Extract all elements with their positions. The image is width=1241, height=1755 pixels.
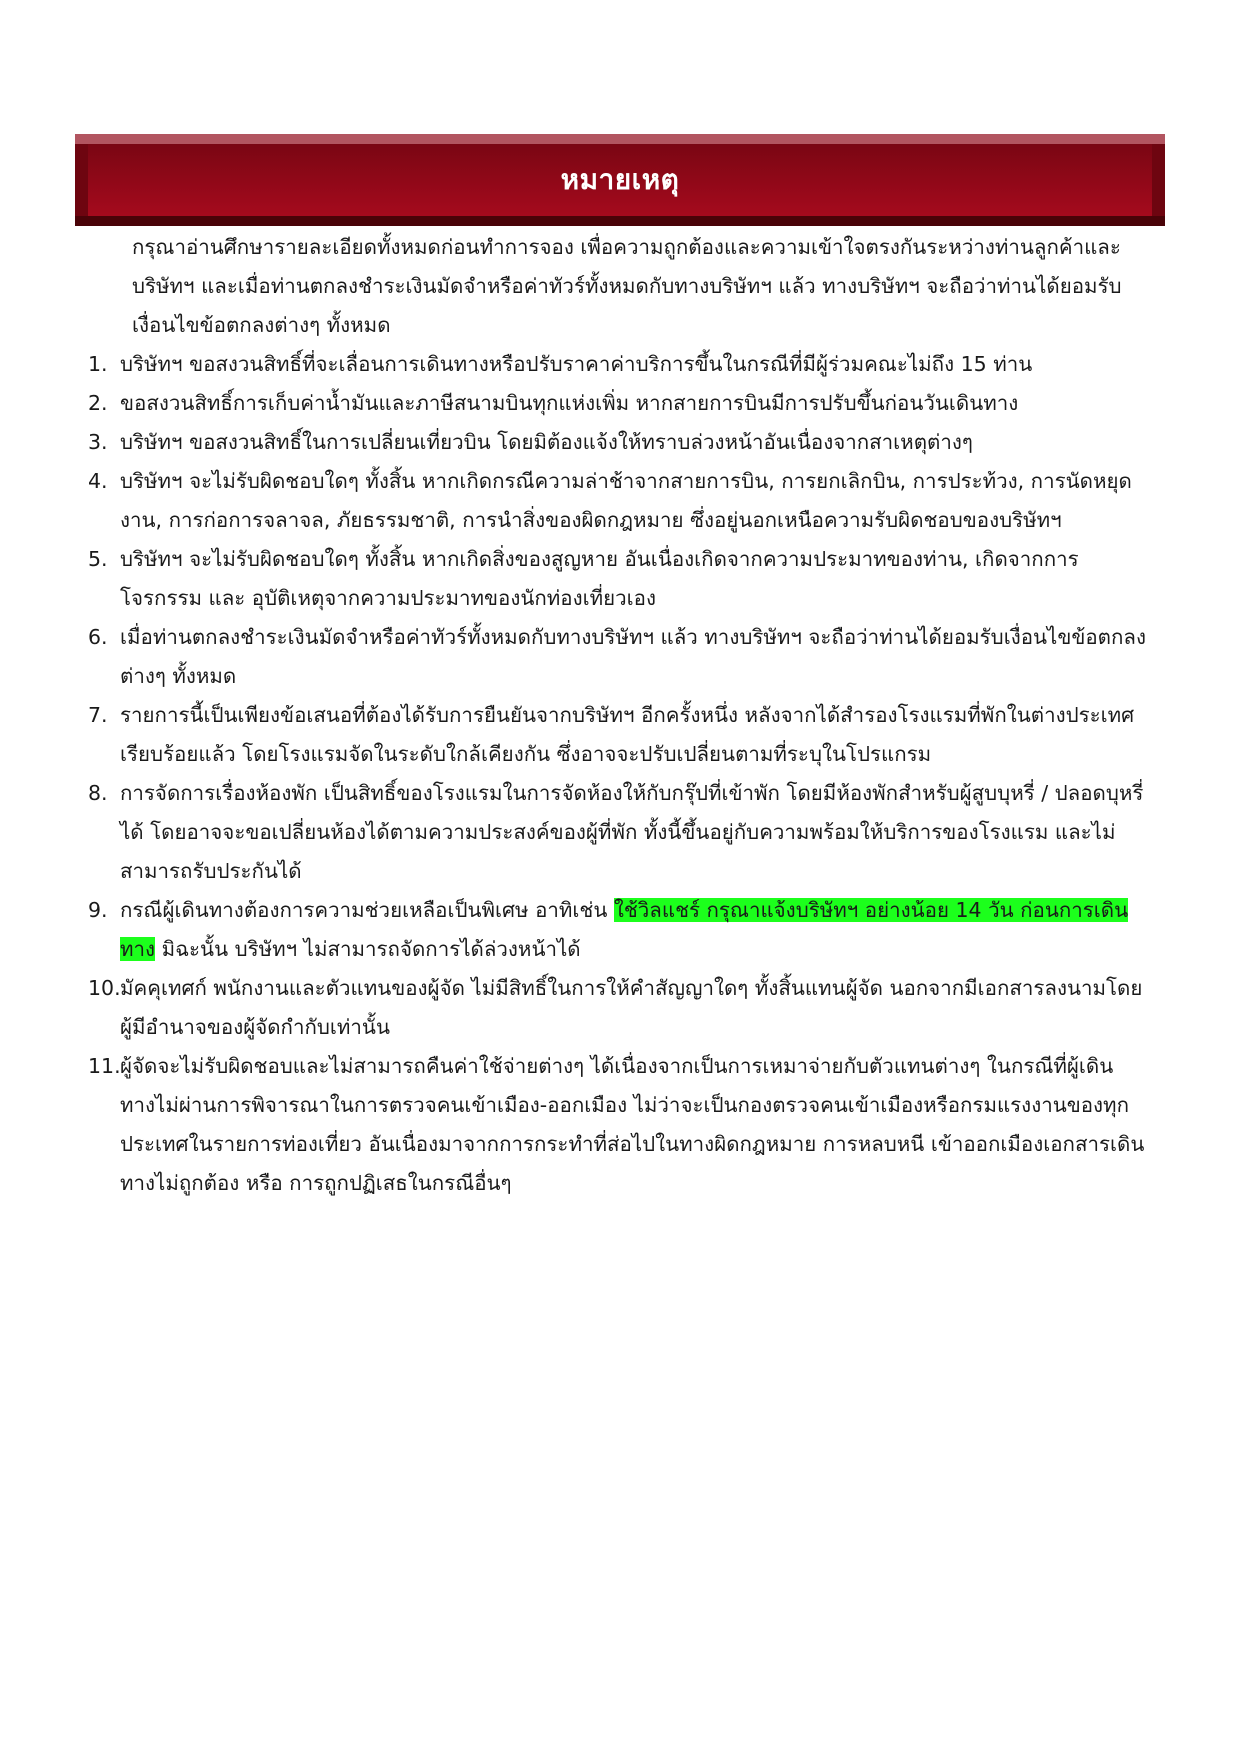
item-number: 4. bbox=[88, 469, 108, 493]
item-number: 11. bbox=[88, 1054, 121, 1078]
list-item bbox=[88, 462, 1148, 540]
item-text-pre: กรณีผู้เดินทางต้องการความช่วยเหลือเป็นพิเศษ อาทิเช่น bbox=[120, 898, 614, 922]
item-text: บริษัทฯ ขอสงวนสิทธิ์ในการเปลี่ยนเที่ยวบิน โดยมิต้องแจ้งให้ทราบล่วงหน้าอันเนื่องจากสาเหตุต่างๆ bbox=[120, 430, 973, 454]
intro-paragraph: กรุณาอ่านศึกษารายละเอียดทั้งหมดก่อนทำการจอง เพื่อความถูกต้องและความเข้าใจตรงกันระหว่างท่านลูกค้าและบริษัทฯ และเมื่อท่านตกลงชำระเงินมัดจำหรือค่าทัวร์ทั้งหมดกับทางบริษัทฯ แล้ว ทางบริษัทฯ จะถือว่าท่านได้ยอมรับเงื่อนไขข้อตกลงต่างๆ ทั้งหมด bbox=[132, 235, 1122, 337]
banner-top-bevel bbox=[75, 134, 1165, 144]
item-number: 9. bbox=[88, 898, 108, 922]
list-item bbox=[88, 345, 1148, 384]
item-text: มัคคุเทศก์ พนักงานและตัวแทนของผู้จัด ไม่มีสิทธิ์ในการให้คำสัญญาใดๆ ทั้งสิ้นแทนผู้จัด นอกจากมีเอกสารลงนามโดยผู้มีอำนาจของผู้จัดกำกับเท่านั้น bbox=[120, 976, 1143, 1039]
list-item bbox=[88, 774, 1148, 891]
list-item bbox=[88, 384, 1148, 423]
list-item bbox=[88, 696, 1148, 774]
item-text: บริษัทฯ จะไม่รับผิดชอบใดๆ ทั้งสิ้น หากเกิดกรณีความล่าช้าจากสายการบิน, การยกเลิกบิน, การประท้วง, การนัดหยุดงาน, การก่อการจลาจล, ภัยธรรมชาติ, การนำสิ่งของผิดกฎหมาย ซึ่งอยู่นอกเหนือความรับผิดชอบของบริษัทฯ bbox=[120, 469, 1132, 532]
item-number: 10. bbox=[88, 976, 121, 1000]
list-item bbox=[88, 618, 1148, 696]
header-banner bbox=[75, 134, 1165, 226]
item-number: 6. bbox=[88, 625, 108, 649]
item-text: การจัดการเรื่องห้องพัก เป็นสิทธิ์ของโรงแรมในการจัดห้องให้กับกรุ๊ปที่เข้าพัก โดยมีห้องพักสำหรับผู้สูบบุหรี่ / ปลอดบุหรี่ได้ โดยอาจจะขอเปลี่ยนห้องได้ตามความประสงค์ของผู้ที่พัก ทั้งนี้ขึ้นอยู่กับความพร้อมให้บริการของโรงแรม และไม่สามารถรับประกันได้ bbox=[120, 781, 1144, 883]
list-item bbox=[88, 891, 1148, 969]
item-number: 1. bbox=[88, 352, 108, 376]
page-title: หมายเหตุ bbox=[560, 163, 680, 196]
notes-content bbox=[88, 228, 1148, 1203]
item-number: 3. bbox=[88, 430, 108, 454]
item-text-post: มิฉะนั้น บริษัทฯ ไม่สามารถจัดการได้ล่วงหน้าได้ bbox=[155, 937, 581, 961]
item-number: 2. bbox=[88, 391, 108, 415]
item-text bbox=[120, 891, 1148, 969]
list-item bbox=[88, 540, 1148, 618]
item-number: 8. bbox=[88, 781, 108, 805]
item-text: เมื่อท่านตกลงชำระเงินมัดจำหรือค่าทัวร์ทั้งหมดกับทางบริษัทฯ แล้ว ทางบริษัทฯ จะถือว่าท่านได้ยอมรับเงื่อนไขข้อตกลงต่างๆ ทั้งหมด bbox=[120, 625, 1146, 688]
item-text: บริษัทฯ จะไม่รับผิดชอบใดๆ ทั้งสิ้น หากเกิดสิ่งของสูญหาย อันเนื่องเกิดจากความประมาทของท่าน, เกิดจากการโจรกรรม และ อุบัติเหตุจากความประมาทของนักท่องเที่ยวเอง bbox=[120, 547, 1079, 610]
banner-bottom-bevel bbox=[75, 216, 1165, 226]
banner-body bbox=[88, 144, 1152, 216]
highlighted-text: ใช้วิลแชร์ กรุณาแจ้งบริษัทฯ อย่างน้อย 14 วัน ก่อนการเดินทาง bbox=[120, 898, 1129, 961]
list-item bbox=[88, 1047, 1148, 1203]
item-text: ขอสงวนสิทธิ์การเก็บค่าน้ำมันและภาษีสนามบินทุกแห่งเพิ่ม หากสายการบินมีการปรับขึ้นก่อนวันเดินทาง bbox=[120, 391, 1019, 415]
item-text: รายการนี้เป็นเพียงข้อเสนอที่ต้องได้รับการยืนยันจากบริษัทฯ อีกครั้งหนึ่ง หลังจากได้สำรองโรงแรมที่พักในต่างประเทศเรียบร้อยแล้ว โดยโรงแรมจัดในระดับใกล้เคียงกัน ซึ่งอาจจะปรับเปลี่ยนตามที่ระบุในโปรแกรม bbox=[120, 703, 1135, 766]
item-text: บริษัทฯ ขอสงวนสิทธิ์ที่จะเลื่อนการเดินทางหรือปรับราคาค่าบริการขึ้นในกรณีที่มีผู้ร่วมคณะไม่ถึง 15 ท่าน bbox=[120, 352, 1033, 376]
list-item bbox=[88, 423, 1148, 462]
item-number: 7. bbox=[88, 703, 108, 727]
item-text: ผู้จัดจะไม่รับผิดชอบและไม่สามารถคืนค่าใช้จ่ายต่างๆ ได้เนื่องจากเป็นการเหมาจ่ายกับตัวแทนต่างๆ ในกรณีที่ผู้เดินทางไม่ผ่านการพิจารณาในการตรวจคนเข้าเมือง-ออกเมือง ไม่ว่าจะเป็นกองตรวจคนเข้าเมืองหรือกรมแรงงานของทุกประเทศในรายการท่องเที่ยว อันเนื่องมาจากการกระทำที่ส่อไปในทางผิดกฎหมาย การหลบหนี เข้าออกเมืองเอกสารเดินทางไม่ถูกต้อง หรือ การถูกปฏิเสธในกรณีอื่นๆ bbox=[120, 1054, 1145, 1195]
item-number: 5. bbox=[88, 547, 108, 571]
list-item bbox=[88, 969, 1148, 1047]
